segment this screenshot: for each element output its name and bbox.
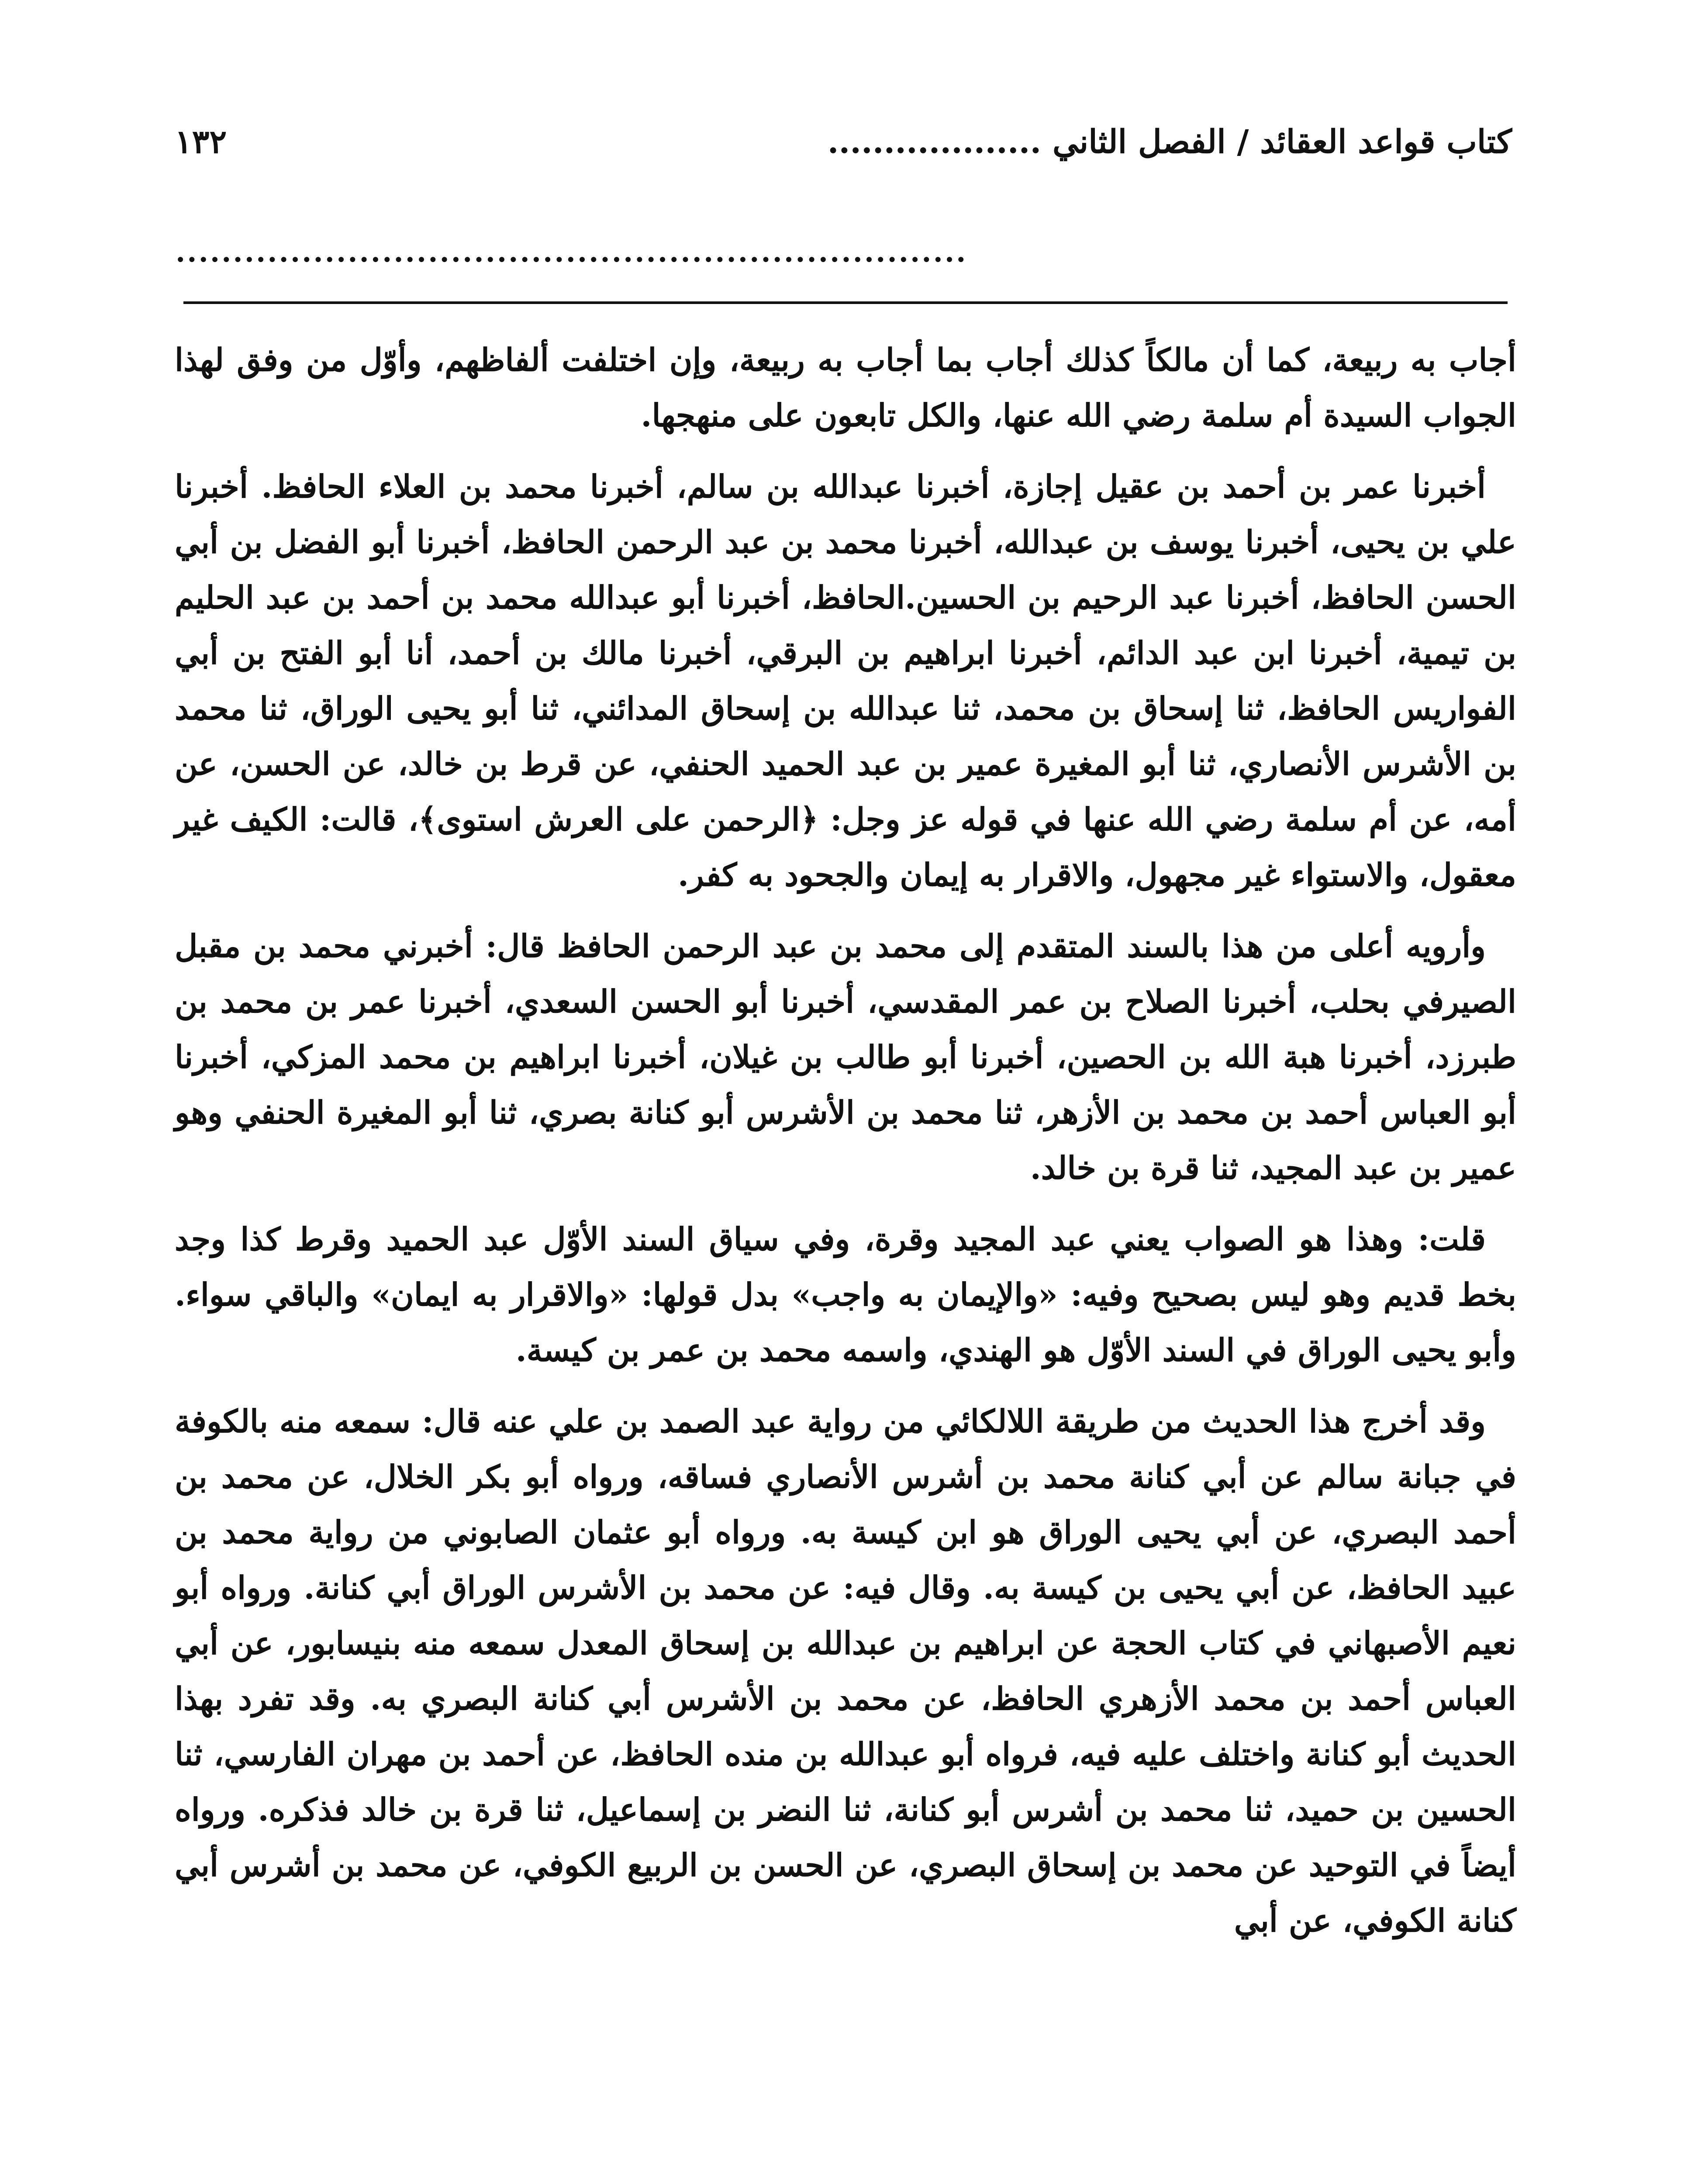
header-rule [183, 301, 1508, 304]
running-title-text: كتاب قواعد العقائد / الفصل الثاني [1052, 123, 1512, 161]
sub-header-dots: ..................................................................... [176, 236, 968, 269]
paragraph-2: أخبرنا عمر بن أحمد بن عقيل إجازة، أخبرنا عبدالله بن سالم، أخبرنا محمد بن العلاء الحافظ. أخبرنا علي بن يحيى، أخبرنا يوسف بن عبدالله، أخبرنا محمد بن عبد الرحمن الحافظ، أخبرنا أبو الفضل بن أبي الحسن الحافظ، أخبرنا عبد الرحيم بن الحسين.الحافظ، أخبرنا أبو عبدالله محمد بن أحمد بن عبد الحليم بن تيمية، أخبرنا ابن عبد الدائم، أخبرنا ابراهيم بن البرقي، أخبرنا مالك بن أحمد، أنا أبو الفتح بن أبي الفواريس الحافظ، ثنا إسحاق بن محمد، ثنا عبدالله بن إسحاق المدائني، ثنا أبو يحيى الوراق، ثنا محمد بن الأشرس الأنصاري، ثنا أبو المغيرة عمير بن عبد الحميد الحنفي، عن قرط بن خالد، عن الحسن، عن أمه، عن أم سلمة رضي الله عنها في قوله عز وجل: ﴿الرحمن على العرش استوى﴾، قالت: الكيف غير معقول، والاستواء غير مجهول، والاقرار به إيمان والجحود به كفر. [175, 468, 1516, 893]
paragraph-4: قلت: وهذا هو الصواب يعني عبد المجيد وقرة، وفي سياق السند الأوّل عبد الحميد وقرط كذا وجد بخط قديم وهو ليس بصحيح وفيه: «والإيمان به واجب» بدل قولها: «والاقرار به ايمان» والباقي سواء. وأبو يحيى الوراق في السند الأوّل هو الهندي، واسمه محمد بن عمر بن كيسة. [175, 1220, 1516, 1368]
page-body [175, 332, 1516, 1964]
paragraph-1: أجاب به ربيعة، كما أن مالكاً كذلك أجاب بما أجاب به ربيعة، وإن اختلفت ألفاظهم، وأوّل من وفق لهذا الجواب السيدة أم سلمة رضي الله عنها، والكل تابعون على منهجها. [175, 341, 1516, 434]
page-header [175, 109, 1512, 175]
running-title [828, 123, 1512, 161]
leader-dots: ................... [827, 123, 1042, 161]
page-number: ١٣٢ [175, 123, 227, 161]
paragraph-5: وقد أخرج هذا الحديث من طريقة اللالكائي من رواية عبد الصمد بن علي عنه قال: سمعه منه بالكوفة في جبانة سالم عن أبي كنانة محمد بن أشرس الأنصاري فساقه، ورواه أبو بكر الخلال، عن محمد بن أحمد البصري، عن أبي يحيى الوراق هو ابن كيسة به. ورواه أبو عثمان الصابوني من رواية محمد بن عبيد الحافظ، عن أبي يحيى بن كيسة به. وقال فيه: عن محمد بن الأشرس الوراق أبي كنانة. ورواه أبو نعيم الأصبهاني في كتاب الحجة عن ابراهيم بن عبدالله بن إسحاق المعدل سمعه منه بنيسابور، عن أبي العباس أحمد بن محمد الأزهري الحافظ، عن محمد بن الأشرس أبي كنانة البصري به. وقد تفرد بهذا الحديث أبو كنانة واختلف عليه فيه، فرواه أبو عبدالله بن منده الحافظ، عن أحمد بن مهران الفارسي، ثنا الحسين بن حميد، ثنا محمد بن أشرس أبو كنانة، ثنا النضر بن إسماعيل، ثنا قرة بن خالد فذكره. ورواه أيضاً في التوحيد عن محمد بن إسحاق البصري، عن الحسن بن الربيع الكوفي، عن محمد بن أشرس أبي كنانة الكوفي، عن أبي [175, 1403, 1516, 1939]
paragraph-3: وأرويه أعلى من هذا بالسند المتقدم إلى محمد بن عبد الرحمن الحافظ قال: أخبرني محمد بن مقبل الصيرفي بحلب، أخبرنا الصلاح بن عمر المقدسي، أخبرنا أبو الحسن السعدي، أخبرنا عمر بن محمد بن طبرزد، أخبرنا هبة الله بن الحصين، أخبرنا أبو طالب بن غيلان، أخبرنا ابراهيم بن محمد المزكي، أخبرنا أبو العباس أحمد بن محمد بن الأزهر، ثنا محمد بن الأشرس أبو كنانة بصري، ثنا أبو المغيرة الحنفي وهو عمير بن عبد المجيد، ثنا قرة بن خالد. [175, 927, 1516, 1186]
